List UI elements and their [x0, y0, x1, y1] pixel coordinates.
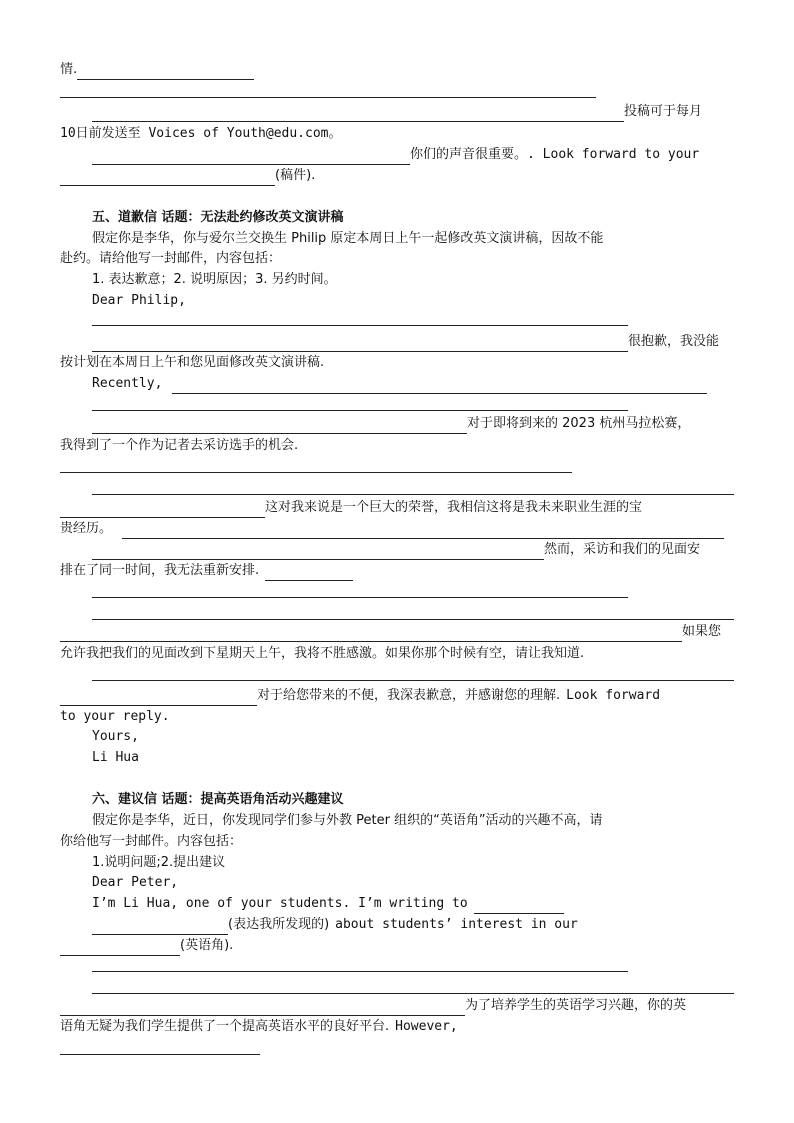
answer-line[interactable]	[92, 494, 734, 495]
body-text: 10日前发送至 Voices of Youth@edu.com。	[60, 126, 342, 141]
answer-line[interactable]	[92, 993, 734, 994]
prompt-text: 你给他写一封邮件。内容包括：	[60, 834, 243, 849]
line-found	[92, 915, 734, 935]
hint-text: 对于即将到来的 2023 杭州马拉松赛，	[467, 416, 691, 431]
line-intro	[92, 894, 734, 914]
line-however	[60, 540, 734, 560]
prompt-points: 1.说明问题;2.提出建议	[92, 855, 226, 870]
hint-text: 然而，采访和我们的见面安	[544, 542, 701, 557]
signature: Li Hua	[92, 750, 139, 765]
body-text: . Look forward to your	[527, 147, 700, 162]
hint-text: 按计划在本周日上午和您见面修改英文演讲稿.	[60, 355, 325, 370]
answer-blank[interactable]	[474, 899, 564, 914]
answer-line[interactable]	[92, 597, 628, 598]
hint-text: 语角无疑为我们学生提供了一个提高英语水平的良好平台.	[60, 1019, 390, 1034]
line-inconvenience	[60, 686, 734, 706]
body-text: about students’ interest in our	[335, 917, 578, 932]
answer-blank[interactable]	[60, 503, 265, 518]
hint-text: 你们的声音很重要。	[410, 147, 528, 162]
hint-text: 如果您	[682, 624, 722, 639]
body-text: However,	[395, 1019, 458, 1034]
hint-text: (稿件).	[275, 168, 316, 183]
answer-blank[interactable]	[92, 337, 628, 352]
line-platform-cont	[60, 1017, 734, 1037]
section6-heading: 六、建议信 话题：提高英语角活动兴趣建议	[92, 792, 344, 807]
line-5	[60, 145, 734, 165]
hint-text: 允许我把我们的见面改到下星期天上午，我将不胜感激。如果你那个时候有空，请让我知道.	[60, 646, 585, 661]
answer-line[interactable]	[92, 325, 628, 326]
answer-line[interactable]	[92, 680, 734, 681]
answer-line[interactable]	[60, 472, 572, 473]
hint-text: 投稿可于每月	[624, 104, 703, 119]
answer-blank[interactable]	[92, 920, 228, 935]
answer-line[interactable]	[92, 971, 628, 972]
line-3	[60, 102, 734, 122]
hint-text: 这对我来说是一个巨大的荣誉，我相信这将是我未来职业生涯的宝	[265, 500, 643, 515]
line-marathon	[60, 414, 734, 434]
line-honor-cont	[60, 519, 734, 539]
answer-blank[interactable]	[60, 171, 275, 186]
line-however-cont	[60, 561, 734, 581]
prompt-text: 假定你是李华，近日，你发现同学们参与外教 Peter 组织的“英语角”活动的兴趣不高，请	[92, 813, 603, 828]
prompt-text: 假定你是李华，你与爱尔兰交换生 Philip 原定本周日上午一起修改英文演讲稿，因故不能	[92, 231, 604, 246]
hint-text: 为了培养学生的英语学习兴趣，你的英	[465, 998, 687, 1013]
answer-blank[interactable]	[92, 150, 410, 165]
line-recently	[92, 374, 734, 394]
section5-heading: 五、道歉信 话题：无法赴约修改英文演讲稿	[92, 210, 344, 225]
answer-line[interactable]	[60, 1054, 260, 1055]
hint-text: (英语角).	[180, 938, 234, 953]
prefix-text: 情.	[60, 62, 78, 77]
answer-line[interactable]	[60, 97, 596, 98]
line-if	[60, 622, 734, 642]
salutation: Dear Philip,	[92, 293, 186, 308]
salutation: Dear Peter,	[92, 875, 179, 890]
answer-blank[interactable]	[122, 524, 724, 539]
answer-blank[interactable]	[92, 545, 544, 560]
body-text: Look forward	[566, 688, 661, 703]
answer-blank[interactable]	[60, 1001, 465, 1016]
prompt-points: 1. 表达歉意；2. 说明原因；3. 另约时间。	[92, 272, 337, 287]
line-corner	[60, 936, 734, 956]
line-honor	[60, 498, 734, 518]
hint-text: 很抱歉，我没能	[628, 334, 720, 349]
answer-blank[interactable]	[60, 691, 257, 706]
answer-blank[interactable]	[172, 379, 707, 394]
answer-blank[interactable]	[77, 65, 254, 80]
hint-text: 贵经历。	[60, 521, 113, 536]
answer-line[interactable]	[92, 619, 734, 620]
answer-blank[interactable]	[60, 627, 682, 642]
hint-text: 排在了同一时间，我无法重新安排.	[60, 563, 260, 578]
answer-blank[interactable]	[60, 941, 180, 956]
hint-text: 我得到了一个作为记者去采访选手的机会.	[60, 438, 299, 453]
line-1	[60, 60, 734, 80]
answer-line[interactable]	[92, 410, 628, 411]
hint-text: (表达我所发现的)	[228, 917, 330, 932]
closing: Yours,	[92, 729, 139, 744]
line-sorry	[60, 332, 734, 352]
answer-blank[interactable]	[265, 566, 353, 581]
line-6	[60, 166, 734, 186]
body-text: to your reply.	[60, 709, 170, 724]
body-text: Recently,	[92, 376, 163, 391]
hint-text: 对于给您带来的不便，我深表歉意，并感谢您的理解.	[257, 688, 561, 703]
prompt-text: 赴约。请给他写一封邮件，内容包括：	[60, 251, 282, 266]
line-4	[60, 124, 734, 144]
line-platform	[60, 996, 734, 1016]
answer-blank[interactable]	[92, 419, 467, 434]
answer-blank[interactable]	[92, 107, 624, 122]
body-text: I’m Li Hua, one of your students. I’m writing to	[92, 896, 468, 911]
